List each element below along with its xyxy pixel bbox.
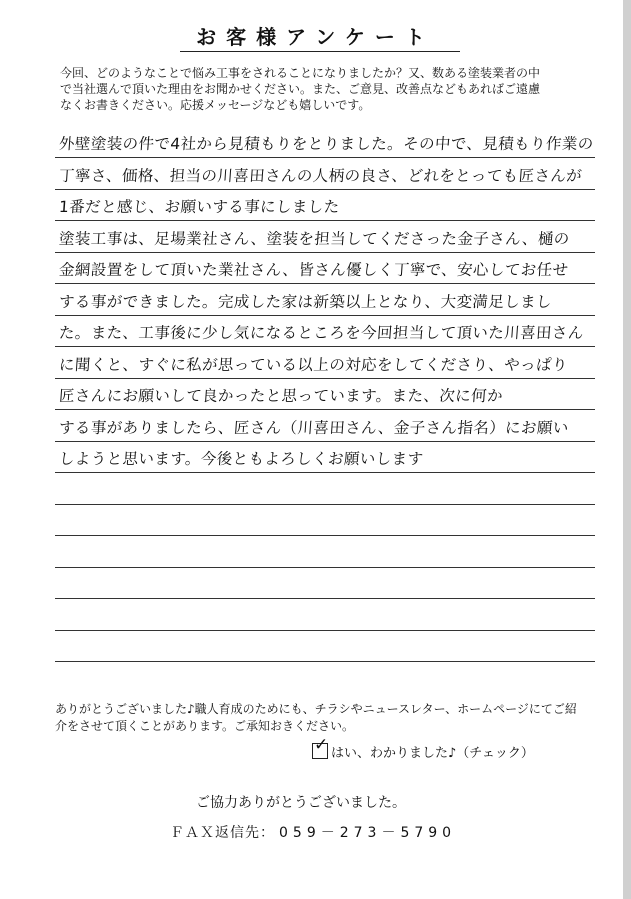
intro-text [60, 65, 580, 113]
handwritten-answer-area [55, 127, 600, 667]
answer-rule [55, 315, 595, 316]
handwritten-line: しようと思います。今後ともよろしくお願いします [58, 450, 425, 468]
intro-line: で当社選んで頂いた理由をお聞かせください。また、ご意見、改善点などもあればご遠慮 [60, 82, 541, 96]
answer-rule [55, 567, 595, 568]
answer-rule [55, 346, 595, 347]
answer-rule [55, 661, 595, 662]
handwritten-line: 塗装工事は、足場業社さん、塗装を担当してくださった金子さん、樋の [58, 229, 571, 248]
thanks-line: ありがとうございました♪職人育成のためにも、チラシやニュースレター、ホームページにてご紹 [55, 702, 577, 716]
answer-rule [55, 189, 595, 190]
check-icon: ✓ [314, 735, 329, 755]
answer-rule [55, 378, 595, 379]
title-underline [180, 51, 460, 52]
answer-rule [55, 535, 595, 536]
fax-number: 059－273－5790 [279, 825, 457, 841]
answer-rule [55, 441, 595, 442]
answer-rule [55, 504, 595, 505]
consent-row [312, 735, 534, 762]
handwritten-line: 1番だと感じ、お願いする事にしました [58, 198, 341, 216]
consent-label: はい、わかりました♪（チェック） [331, 745, 534, 761]
handwritten-line: 匠さんにお願いして良かったと思っています。また、次に何か [58, 387, 504, 405]
answer-rule [55, 630, 595, 631]
page-edge [623, 0, 631, 899]
answer-rule [55, 409, 595, 410]
handwritten-line: 外壁塗装の件で4社から見積もりをとりました。その中で、見積もり作業の [58, 135, 595, 153]
answer-rule [55, 283, 595, 284]
fax-label: ＦＡＸ返信先： [170, 825, 275, 841]
intro-line: 今回、どのようなことで悩み工事をされることになりましたか？又、数ある塗装業者の中 [60, 66, 541, 80]
handwritten-line: た。また、工事後に少し気になるところを今回担当して頂いた川喜田さん [58, 324, 585, 342]
closing-message: ご協力ありがとうございました。 [196, 795, 406, 811]
handwritten-line: 金網設置をして頂いた業社さん、皆さん優しく丁寧で、安心してお任せ [58, 261, 570, 279]
handwritten-line: に聞くと、すぐに私が思っている以上の対応をしてくださり、やっぱり [58, 355, 569, 374]
answer-rule [55, 252, 595, 253]
answer-rule [55, 472, 595, 473]
thanks-line: 介をさせて頂くことがあります。ご承知おきください。 [55, 719, 355, 733]
answer-rule [55, 220, 595, 221]
fax-info [170, 822, 456, 844]
thanks-notice [55, 701, 585, 735]
survey-title: お客様アンケート [196, 25, 435, 49]
intro-line: なくお書きください。応援メッセージなども嬉しいです。 [60, 98, 371, 112]
consent-checkbox[interactable] [312, 735, 329, 759]
handwritten-line: する事ができました。完成した家は新築以上となり、大変満足しまし [58, 292, 553, 311]
answer-rule [55, 598, 595, 599]
handwritten-line: する事がありましたら、匠さん（川喜田さん、金子さん指名）にお願い [58, 418, 570, 437]
answer-rule [55, 157, 595, 158]
handwritten-line: 丁寧さ、価格、担当の川喜田さんの人柄の良さ、どれをとっても匠さんが [58, 166, 583, 185]
